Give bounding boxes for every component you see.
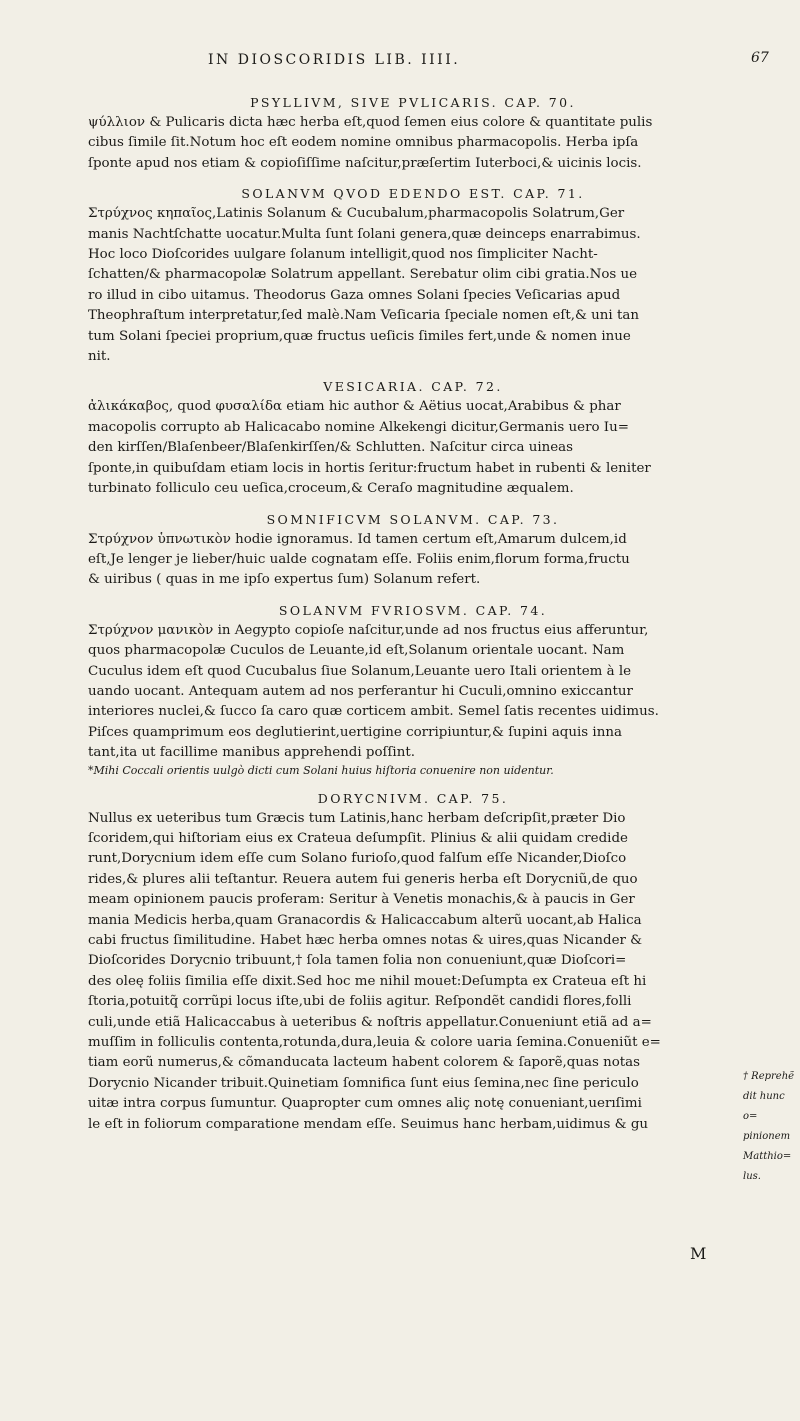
section-text: ψύλλιον & Pulicaris dicta hæc herba eſt,quod ſemen eius colore & quantitate pulis cibus ſimile ſit.Notum hoc eſt eodem nomine omnibus pharmacopolis. Herba ipſa ſponte apud nos etiam & copioſiſſime naſcitur,præſertim Iuterboci,& uicinis locis.: [88, 115, 653, 171]
section-text: Nullus ex ueteribus tum Græcis tum Latinis,hanc herbam deſcripſit,præter Dio ſcoridem,qui hiſtoriam eius ex Crateua deſumpſit. Plinius & alii quidam credide runt,Dorycnium idem eſſe cum Solano furioſo,quod falſum eſſe Nicander,Dioſco rides,& plures alii teſtantur. Reuera autem fui generis herba eſt Dorycniũ,de quo meam opinionem paucis proferam: Seritur à Venetis monachis,& à paucis in Ger mania Medicis herba,quam Granacordis & Halicaccabum alterũ uocant,ab Halica cabi fructus ſimilitudine. Habet hæc herba omnes notas & uires,quas Nicander & Dioſcorides Dorycnio tribuunt,† ſola tamen folia non conueniunt,quæ Dioſcori= des oleę foliis ſimilia eſſe dixit.Sed hoc me nihil mouet:Deſumpta ex Crateua eſt hi ſtoria,potuitq̃ corrũpi locus iſte,ubi de foliis agitur. Reſpondẽt candidi flores,folli culi,unde etiã Halicaccabus à ueteribus & noſtris appellatur.Conueniunt etiã ad a= muſſim in folliculis contenta,rotunda,dura,leuia & colore uaria ſemina.Conueniũt e= tiam eorũ numerus,& cõmanducata lacteum habent colorem & ſaporẽ,quas notas Dorycnio Nicander tribuit.Quinetiam ſomnifica ſunt eius ſemina,nec ſine periculo uitæ intra corpus ſumuntur. Quapropter cum omnes aliç notę conueniant,uerıſimi le eſt in foliorum comparatione mendam eſſe. Seuimus hanc herbam,uidimus & gu: [88, 810, 661, 1132]
section-solanum-edendo: [88, 184, 738, 367]
section-psyllium: [88, 93, 738, 174]
section-heading: DORYCNIVM. CAP. 75.: [317, 790, 509, 806]
section-dorycnium: [88, 789, 738, 1136]
margin-note: † Reprehẽ dit hunc o= pinionem Matthio= lus.: [743, 1071, 795, 1182]
section-text: ἀλικάκαβος, quod φυσαλίδα etiam hic author & Aëtius uocat,Arabibus & phar macopolis corrupto ab Halicacabo nomine Alkekengi dicitur,Germanis uero Iu= den kirſſen/Blaſenbeer/Blaſenkirſſen/& Schlutten. Naſcitur circa uineas ſponte,in quibuſdam etiam locis in hortis ſeritur:fructum habet in rubenti & leniter turbinato folliculo ceu ueſica,croceum,& Ceraſo magnitudine æqualem.: [88, 399, 651, 497]
catchword: M: [690, 1244, 707, 1263]
section-vesicaria: [88, 377, 738, 499]
section-text: Στρύχνον ὑπνωτικὸν hodie ignoramus. Id tamen certum eſt,Amarum dulcem,id eſt,Je lenger je lieber/huic ualde cognatam eſſe. Foliis enim,florum forma,fructu & uiribus ( quas in me ipſo expertus ſum) Solanum refert.: [88, 531, 630, 588]
section-annotation: *Mihi Coccali orientis uulgò dicti cum Solani huius hiſtoria conuenire non uidentur.: [88, 763, 554, 777]
section-heading: PSYLLIVM, SIVE PVLICARIS. CAP. 70.: [250, 95, 576, 110]
section-text: Στρύχνον μανικὸν in Aegypto copioſe naſcitur,unde ad nos fructus eius afferuntur, quos pharmacopolæ Cuculos de Leuante,id eſt,Solanum orientale uocant. Nam Cuculus idem eſt quod Cucubalus ſiue Solanum,Leuante uero Itali orientem à le uando uocant. Antequam autem ad nos perferantur hi Cuculi,omnino exiccantur interiores nuclei,& ſucco ſa caro quæ corticem ambit. Semel ſatis recentes uidimus. Piſces quamprimum eos deglutierint,uertigine corripiuntur,& ſupini aquis inna tant,ita ut facillime manibus apprehendi poſſint.: [88, 622, 659, 761]
running-head: IN DIOSCORIDIS LIB. IIII.: [208, 52, 461, 68]
section-somnificum: [88, 510, 738, 591]
section-heading: VESICARIA. CAP. 72.: [323, 379, 503, 395]
section-text: Στρύχνος κηπαῖος,Latinis Solanum & Cucubalum,pharmacopolis Solatrum,Ger manis Nachtſchatte uocatur.Multa ſunt ſolani genera,quæ deinceps enarrabimus. Hoc loco Dioſcorides uulgare ſolanum intelligit,quod nos ſimpliciter Nacht- ſchatten/& pharmacopolæ Solatrum appellant. Serebatur olim cibi gratia.Nos ue ro illud in cibo uitamus. Theodorus Gaza omnes Solani ſpecies Veſicarias apud Theophraſtum interpretatur,ſed malè.Nam Veſicaria ſpeciale nomen eſt,& uni tan tum Solani ſpeciei proprium,quæ fructus ueſicis ſimiles fert,unde & nomen inue nit.: [88, 206, 641, 365]
section-heading: SOLANVM FVRIOSVM. CAP. 74.: [278, 602, 548, 618]
page-number: 67: [751, 50, 769, 66]
text-column: [88, 93, 738, 1145]
section-heading: SOMNIFICVM SOLANVM. CAP. 73.: [266, 511, 560, 527]
section-furiosum: [88, 601, 738, 777]
section-heading: SOLANVM QVOD EDENDO EST. CAP. 71.: [241, 186, 585, 202]
